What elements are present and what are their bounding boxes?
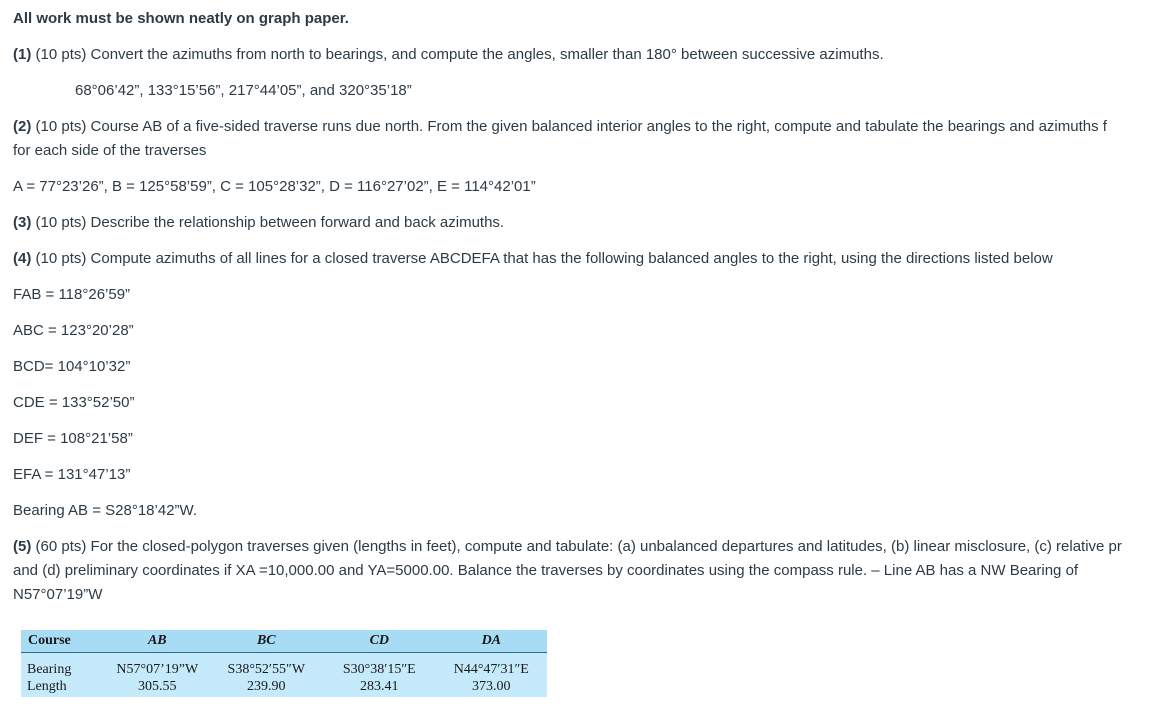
question-5-number: (5) <box>13 538 32 555</box>
bearing-ab: Bearing AB = S28°18’42”W. <box>13 502 198 519</box>
question-2-text-cont: for each side of the traverses <box>13 142 207 159</box>
header-cd: CD <box>323 630 436 653</box>
cell-bearing-bc: S38°52′55″W <box>210 653 323 679</box>
cell-length-cd: 283.41 <box>323 678 436 697</box>
question-4 <box>13 250 1053 268</box>
angle-fab: FAB = 118°26’59” <box>13 286 131 303</box>
table-row <box>21 678 547 697</box>
cell-bearing-da: N44°47′31″E <box>436 653 547 679</box>
cell-length-ab: 305.55 <box>105 678 210 697</box>
angle-def: DEF = 108°21’58” <box>13 430 133 447</box>
table-header-row <box>21 630 547 653</box>
question-2-angles: A = 77°23’26”, B = 125°58’59”, C = 105°28’32”, D = 116°27’02”, E = 114°42’01” <box>13 178 536 195</box>
question-5-text: (60 pts) For the closed-polygon traverses given (lengths in feet), compute and tabulate: (a) unbalanced departures and latitudes, (b) linear misclosure, (c) relative pr <box>31 538 1122 555</box>
row-label-length: Length <box>21 678 105 697</box>
angle-cde: CDE = 133°52’50” <box>13 394 135 411</box>
question-1-text: (10 pts) Convert the azimuths from north to bearings, and compute the angles, smaller than 180° between successive azimuths. <box>31 46 884 63</box>
question-4-text: (10 pts) Compute azimuths of all lines for a closed traverse ABCDEFA that has the following balanced angles to the right, using the directions listed below <box>31 250 1053 267</box>
question-3-number: (3) <box>13 214 32 231</box>
question-3-text: (10 pts) Describe the relationship between forward and back azimuths. <box>31 214 505 231</box>
cell-length-da: 373.00 <box>436 678 547 697</box>
header-da: DA <box>436 630 547 653</box>
angle-abc: ABC = 123°20’28” <box>13 322 134 339</box>
question-2-number: (2) <box>13 118 32 135</box>
cell-bearing-cd: S30°38′15″E <box>323 653 436 679</box>
row-label-bearing: Bearing <box>21 653 105 679</box>
question-2 <box>13 118 1107 136</box>
cell-bearing-ab: N57°07’19”W <box>105 653 210 679</box>
cell-length-bc: 239.90 <box>210 678 323 697</box>
question-1-azimuths: 68°06’42”, 133°15’56”, 217°44’05”, and 320°35’18” <box>75 82 412 99</box>
question-5 <box>13 538 1122 556</box>
angle-bcd: BCD= 104°10’32” <box>13 358 131 375</box>
header-ab: AB <box>105 630 210 653</box>
question-5-text-cont-2: N57°07’19”W <box>13 586 103 603</box>
traverse-table <box>21 630 547 697</box>
question-4-number: (4) <box>13 250 32 267</box>
question-3 <box>13 214 504 232</box>
header-course: Course <box>21 630 105 653</box>
question-1-number: (1) <box>13 46 32 63</box>
question-1 <box>13 46 884 64</box>
question-2-text: (10 pts) Course AB of a five-sided traverse runs due north. From the given balanced interior angles to the right, compute and tabulate the bearings and azimuths f <box>31 118 1107 135</box>
angle-efa: EFA = 131°47’13” <box>13 466 131 483</box>
intro-text: All work must be shown neatly on graph paper. <box>13 10 349 27</box>
table-row <box>21 653 547 679</box>
question-5-text-cont: and (d) preliminary coordinates if XA =10,000.00 and YA=5000.00. Balance the traverses by coordinates using the compass rule. – Line AB has a NW Bearing of <box>13 562 1079 579</box>
header-bc: BC <box>210 630 323 653</box>
